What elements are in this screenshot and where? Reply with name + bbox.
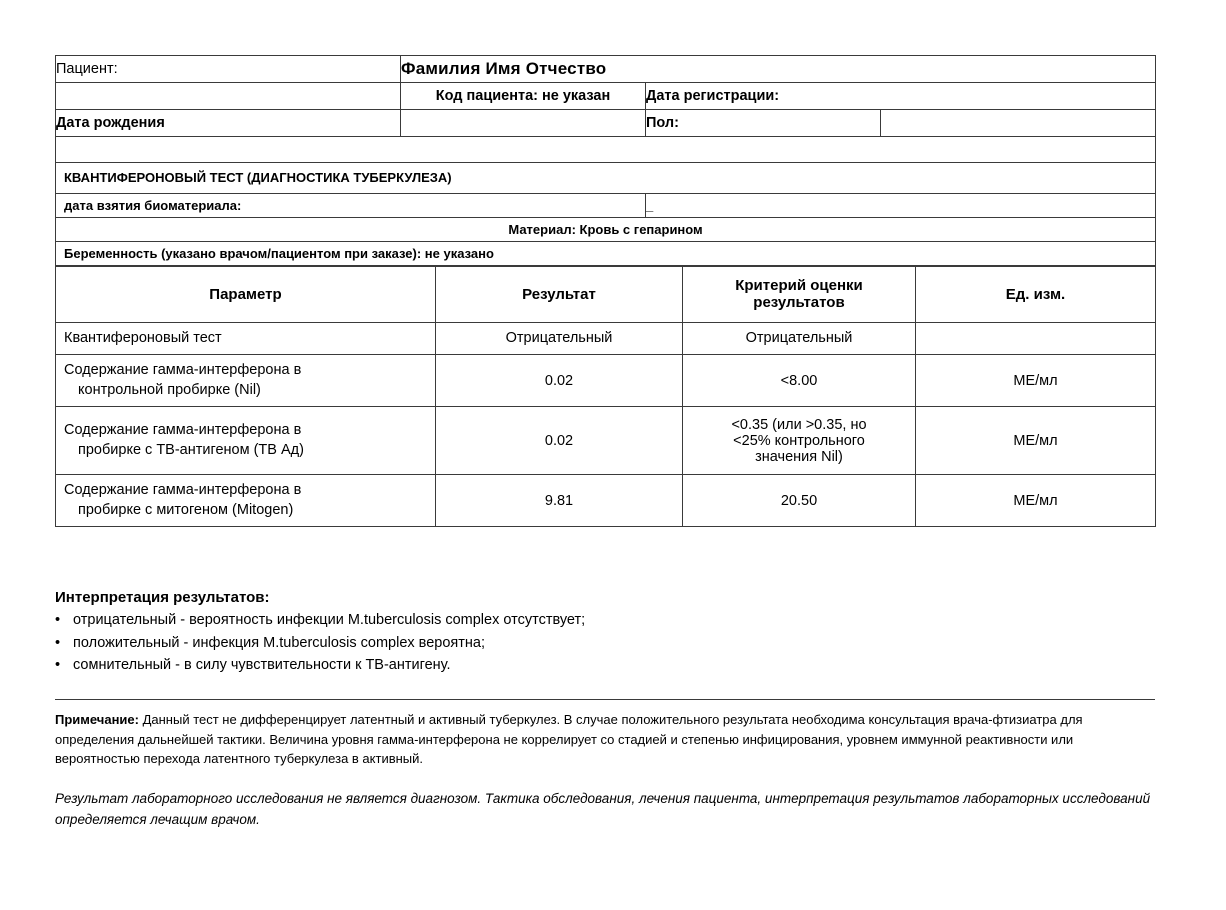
sampling-date-value: _: [646, 197, 654, 213]
table-header-row: [56, 266, 1156, 322]
material-label: Материал: Кровь с гепарином: [508, 221, 703, 237]
row-result: 0.02: [436, 355, 683, 407]
patient-name-cell: [401, 56, 1156, 83]
note-section: [55, 699, 1155, 830]
interpretation-item-text: положительный - инфекция M.tuberculosis complex вероятна;: [73, 634, 485, 651]
row-unit: [916, 322, 1156, 355]
row-parameter-line2: контрольной пробирке (Nil): [78, 381, 261, 398]
sex-label: Пол:: [646, 115, 679, 131]
table-row: [56, 322, 1156, 355]
table-row: [56, 56, 1156, 83]
table-row: [56, 217, 1156, 241]
disclaimer-text: Результат лабораторного исследования не является диагнозом. Тактика обследования, лечения пациента, интерпретация результатов лабораторных исследований определяется лечащим врачом.: [55, 790, 1151, 827]
sex-cell: [646, 110, 881, 137]
sex-value-cell: [881, 110, 1156, 137]
row-criteria-line2: <25% контрольного: [733, 432, 865, 449]
column-header-criteria: [683, 266, 916, 322]
row-parameter: [56, 475, 436, 527]
bullet-icon: •: [55, 634, 61, 651]
bullet-icon: •: [55, 656, 61, 673]
note-paragraph: [55, 710, 1155, 769]
row-parameter: [56, 322, 436, 355]
row-unit: МЕ/мл: [916, 475, 1156, 527]
registration-date-cell: [646, 83, 1156, 110]
table-row: [56, 193, 1156, 217]
birth-date-value-cell: [401, 110, 646, 137]
row-unit: МЕ/мл: [916, 407, 1156, 475]
interpretation-item-text: сомнительный - в силу чувствительности к ТВ-антигену.: [73, 656, 451, 673]
list-item: [55, 633, 1155, 653]
row-result: 0.02: [436, 407, 683, 475]
row-parameter-line1: Содержание гамма-интерферона в: [64, 482, 302, 499]
birth-date-label: Дата рождения: [56, 115, 165, 131]
pregnancy-label: Беременность (указано врачом/пациентом при заказе): не указано: [64, 245, 494, 261]
table-row: [56, 163, 1156, 193]
column-header-parameter: Параметр: [56, 266, 436, 322]
patient-label-cell: [56, 56, 401, 83]
registration-date-label: Дата регистрации:: [646, 88, 780, 104]
birth-date-cell: [56, 110, 401, 137]
column-header-result: Результат: [436, 266, 683, 322]
interpretation-title: Интерпретация результатов:: [55, 589, 270, 607]
criteria-header-line1: Критерий оценки: [735, 277, 863, 294]
row-criteria: Отрицательный: [683, 322, 916, 355]
bullet-icon: •: [55, 612, 61, 629]
table-row: [56, 475, 1156, 527]
table-row: [56, 355, 1156, 407]
spacer-cell: [56, 137, 1156, 163]
row-parameter-line2: пробирке с митогеном (Mitogen): [78, 501, 294, 518]
row-parameter-line1: Квантифероновый тест: [64, 329, 222, 346]
patient-name: Фамилия Имя Отчество: [401, 59, 607, 78]
row-parameter: [56, 407, 436, 475]
table-row: [56, 241, 1156, 265]
empty-cell: [56, 83, 401, 110]
row-parameter-line1: Содержание гамма-интерферона в: [64, 362, 302, 379]
sampling-date-label: дата взятия биоматериала:: [64, 197, 242, 213]
study-header-table: [55, 163, 1156, 266]
report-page: [55, 55, 1155, 831]
material-cell: [56, 217, 1156, 241]
sampling-date-value-cell: [646, 193, 1156, 217]
study-title-cell: [56, 163, 1156, 193]
row-parameter: [56, 355, 436, 407]
table-row: [56, 407, 1156, 475]
patient-header-table: [55, 55, 1156, 163]
row-result: 9.81: [436, 475, 683, 527]
study-title: КВАНТИФЕРОНОВЫЙ ТЕСТ (ДИАГНОСТИКА ТУБЕРКУЛЕЗА): [64, 170, 452, 186]
row-criteria: <8.00: [683, 355, 916, 407]
list-item: [55, 655, 1155, 675]
row-result: Отрицательный: [436, 322, 683, 355]
list-item: [55, 610, 1155, 630]
row-unit: МЕ/мл: [916, 355, 1156, 407]
results-table: [55, 266, 1156, 528]
patient-label: Пациент:: [56, 61, 118, 77]
column-header-unit: Ед. изм.: [916, 266, 1156, 322]
note-text: Данный тест не дифференцирует латентный и активный туберкулез. В случае положительного результата необходима консультация врача-фтизиатра для определения дальнейшей тактики. Величина уровня гамма-интерферона не коррелирует со стадией и степенью инфицирования, уровнем иммунной реактивности или вероятностью перехода латентного туберкулеза в активный.: [55, 712, 1083, 767]
row-criteria: 20.50: [683, 475, 916, 527]
row-criteria-line3: значения Nil): [755, 448, 843, 465]
table-row: [56, 83, 1156, 110]
interpretation-item-text: отрицательный - вероятность инфекции M.tuberculosis complex отсутствует;: [73, 612, 586, 629]
criteria-header-line2: результатов: [753, 294, 845, 311]
table-row-spacer: [56, 137, 1156, 163]
table-row: [56, 110, 1156, 137]
note-label: Примечание:: [55, 712, 139, 728]
sampling-date-cell: [56, 193, 646, 217]
row-parameter-line2: пробирке с ТВ-антигеном (ТВ Ад): [78, 441, 304, 458]
row-parameter-line1: Содержание гамма-интерферона в: [64, 422, 302, 439]
patient-code-cell: [401, 83, 646, 110]
row-criteria: [683, 407, 916, 475]
pregnancy-cell: [56, 241, 1156, 265]
row-criteria-line1: <0.35 (или >0.35, но: [731, 416, 867, 433]
interpretation-section: [55, 589, 1155, 675]
patient-code: Код пациента: не указан: [435, 88, 611, 104]
